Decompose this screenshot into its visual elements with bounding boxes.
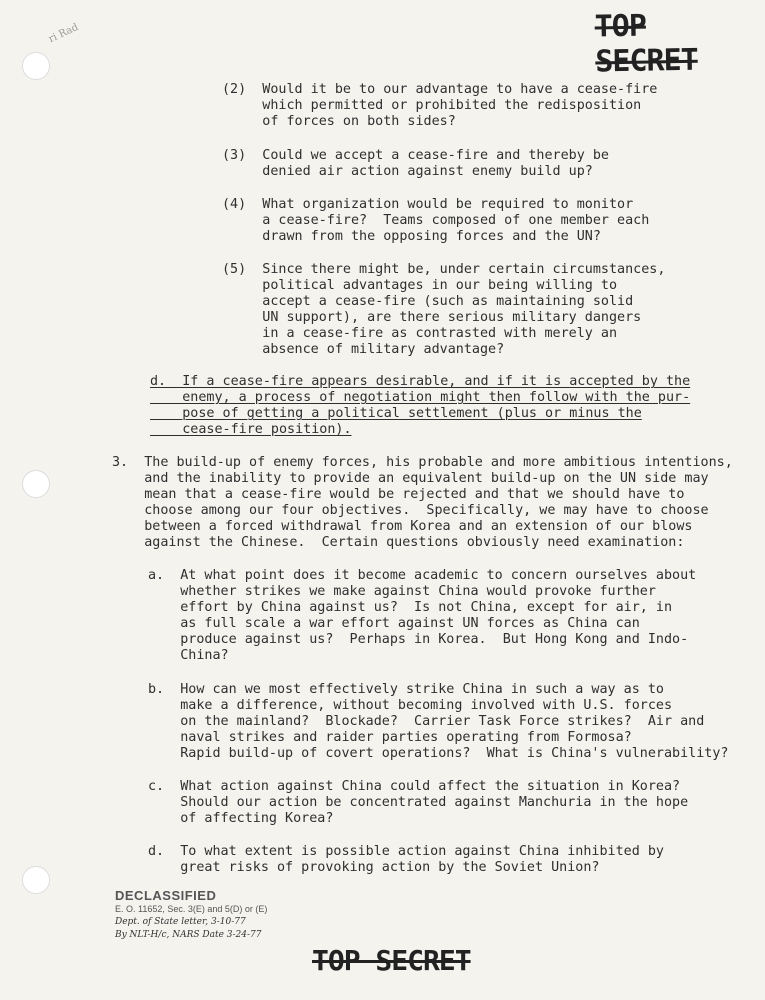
item-5-line-6: absence of military advantage? bbox=[222, 342, 505, 357]
item-d-line-4: cease-fire position). bbox=[150, 422, 352, 437]
para-3-line-6: against the Chinese. Certain questions obviously need examination: bbox=[112, 535, 685, 550]
declassified-heading: DECLASSIFIED bbox=[115, 888, 217, 903]
item-d-line-1: d. If a cease-fire appears desirable, and if it is accepted by the bbox=[150, 374, 691, 389]
item-2-line-3: of forces on both sides? bbox=[222, 114, 456, 129]
item-b-line-3: on the mainland? Blockade? Carrier Task Force strikes? Air and bbox=[148, 714, 705, 729]
item-d2-line-1: d. To what extent is possible action against China inhibited by bbox=[148, 844, 664, 859]
item-a-line-1: a. At what point does it become academic to concern ourselves about bbox=[148, 568, 697, 583]
para-3-line-5: between a forced withdrawal from Korea and an extension of our blows bbox=[112, 519, 693, 534]
punch-hole-bottom bbox=[22, 866, 50, 894]
item-4-line-3: drawn from the opposing forces and the UN? bbox=[222, 229, 601, 244]
item-5-line-1: (5) Since there might be, under certain circumstances, bbox=[222, 262, 666, 277]
para-3-line-4: choose among our four objectives. Specifically, we may have to choose bbox=[112, 503, 709, 518]
para-3-line-1: 3. The build-up of enemy forces, his probable and more ambitious intentions, bbox=[112, 455, 733, 470]
para-3-line-2: and the inability to provide an equivalent build-up on the UN side may bbox=[112, 471, 709, 486]
top-secret-stamp-bottom: TOP SECRET bbox=[312, 944, 471, 977]
item-5-line-3: accept a cease-fire (such as maintaining solid bbox=[222, 294, 634, 309]
item-a-line-6: China? bbox=[148, 648, 229, 663]
top-secret-stamp-top: TOP SECRET bbox=[594, 8, 698, 80]
item-b-line-5: Rapid build-up of covert operations? What is China's vulnerability? bbox=[148, 746, 729, 761]
item-d2-line-2: great risks of provoking action by the Soviet Union? bbox=[148, 860, 600, 875]
item-a-line-5: produce against us? Perhaps in Korea. But Hong Kong and Indo- bbox=[148, 632, 689, 647]
item-3-line-1: (3) Could we accept a cease-fire and thereby be bbox=[222, 148, 609, 163]
item-d-line-2: enemy, a process of negotiation might then follow with the pur- bbox=[150, 390, 691, 405]
declassified-line-1: E. O. 11652, Sec. 3(E) and 5(D) or (E) bbox=[115, 904, 268, 914]
item-5-line-2: political advantages in our being willing to bbox=[222, 278, 618, 293]
item-a-line-3: effort by China against us? Is not China, except for air, in bbox=[148, 600, 673, 615]
item-c-line-2: Should our action be concentrated against Manchuria in the hope bbox=[148, 795, 689, 810]
item-b-line-1: b. How can we most effectively strike China in such a way as to bbox=[148, 682, 664, 697]
item-b-line-2: make a difference, without becoming involved with U.S. forces bbox=[148, 698, 673, 713]
item-4-line-1: (4) What organization would be required to monitor bbox=[222, 197, 634, 212]
declassified-stamp bbox=[115, 888, 315, 942]
item-5-line-4: UN support), are there serious military dangers bbox=[222, 310, 642, 325]
item-3-line-2: denied air action against enemy build up? bbox=[222, 164, 593, 179]
para-3-line-3: mean that a cease-fire would be rejected and that we should have to bbox=[112, 487, 685, 502]
item-5-line-5: in a cease-fire as contrasted with merely an bbox=[222, 326, 618, 341]
item-d-line-3: pose of getting a political settlement (plus or minus the bbox=[150, 406, 642, 421]
item-c-line-3: of affecting Korea? bbox=[148, 811, 334, 826]
item-a-line-2: whether strikes we make against China would provoke further bbox=[148, 584, 656, 599]
punch-hole-middle bbox=[22, 470, 50, 498]
item-c-line-1: c. What action against China could affect the situation in Korea? bbox=[148, 779, 681, 794]
item-2-line-2: which permitted or prohibited the redisposition bbox=[222, 98, 642, 113]
item-4-line-2: a cease-fire? Teams composed of one member each bbox=[222, 213, 650, 228]
item-a-line-4: as full scale a war effort against UN forces as China can bbox=[148, 616, 640, 631]
item-b-line-4: naval strikes and raider parties operating from Formosa? bbox=[148, 730, 632, 745]
margin-note: ri Rad bbox=[47, 21, 81, 46]
item-2-line-1: (2) Would it be to our advantage to have a cease-fire bbox=[222, 82, 658, 97]
declassified-line-3: By NLT-H/c, NARS Date 3-24-77 bbox=[115, 930, 262, 940]
declassified-line-2: Dept. of State letter, 3-10-77 bbox=[115, 917, 246, 927]
punch-hole-top bbox=[22, 52, 50, 80]
